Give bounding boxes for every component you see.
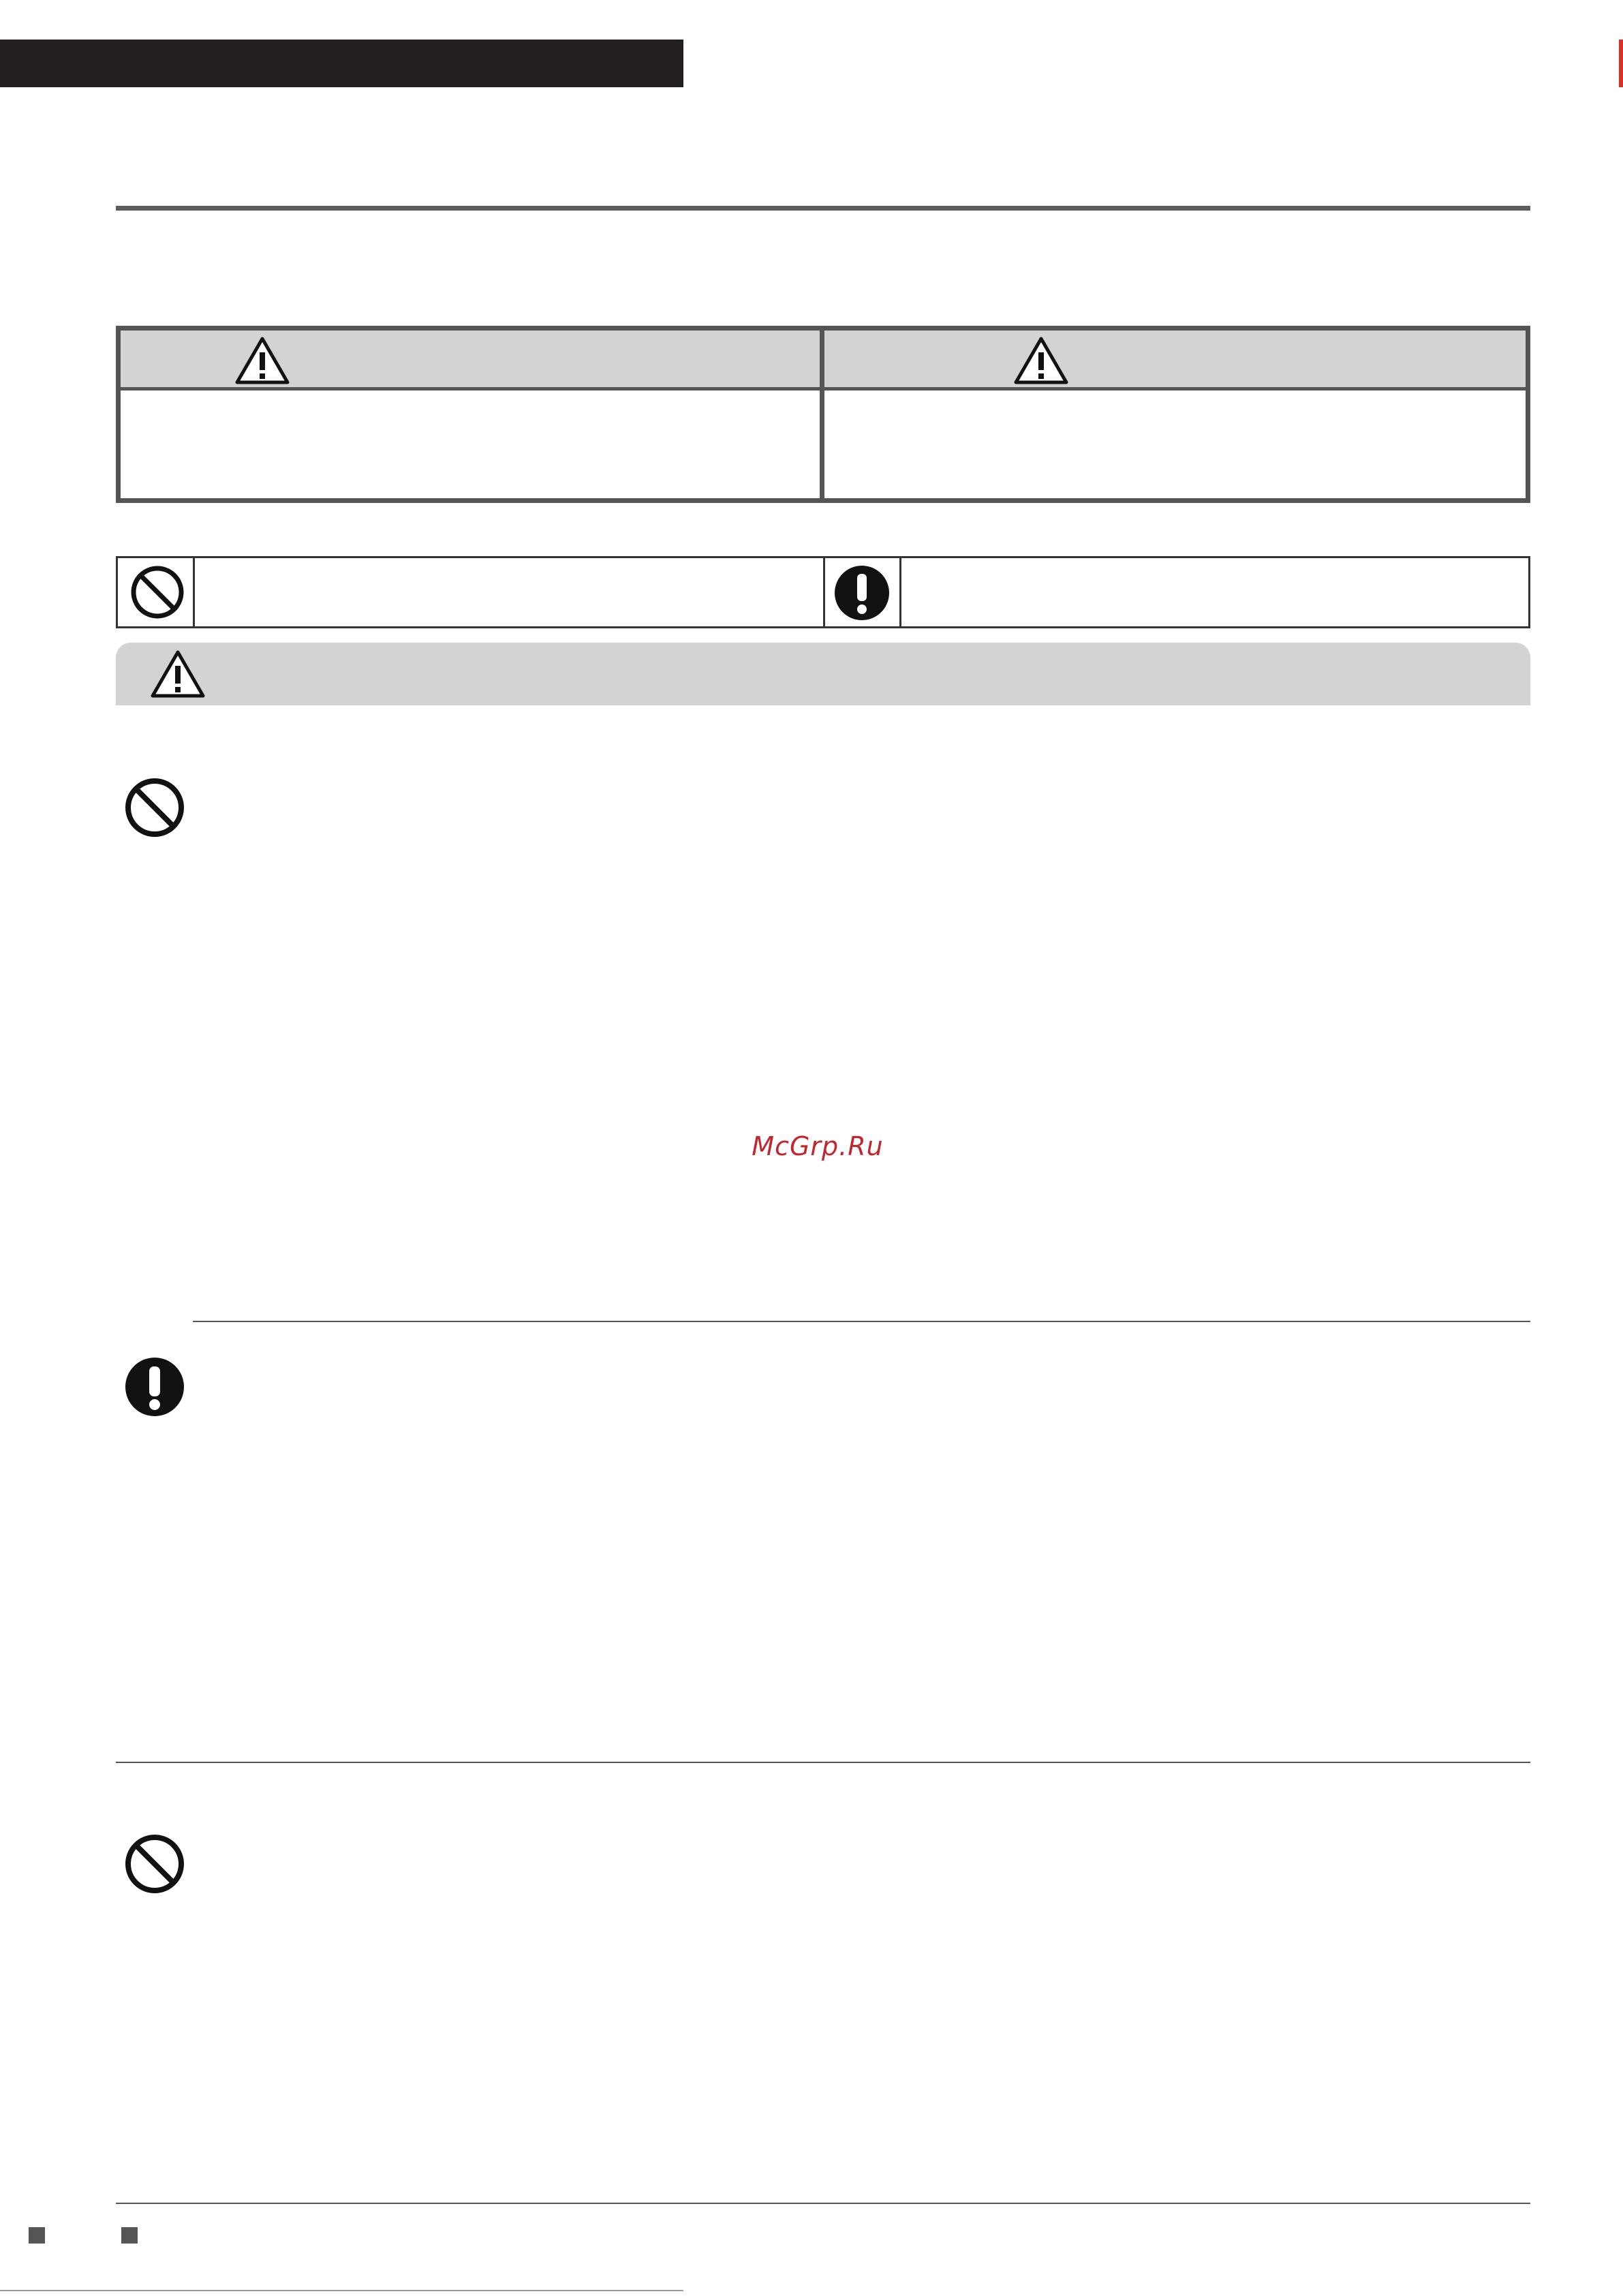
signal-word-table [116, 326, 1530, 503]
footer-square-marker [29, 2227, 45, 2244]
warning-triangle-icon [1013, 336, 1069, 385]
footer-rule [116, 2203, 1530, 2204]
watermark-text: McGrp.Ru [752, 1131, 884, 1161]
signal-word-column-divider [820, 331, 824, 498]
legend-divider [823, 558, 825, 626]
prohibited-icon [124, 777, 185, 838]
caution-heading-band [116, 643, 1530, 705]
legend-divider [193, 558, 195, 626]
title-rule [116, 206, 1530, 211]
symbol-legend-row [116, 556, 1530, 628]
warning-triangle-icon [150, 649, 206, 699]
page-edge-mark [1619, 40, 1623, 87]
legend-divider [899, 558, 901, 626]
mandatory-exclamation-icon [833, 564, 891, 622]
bottom-edge-line [0, 2290, 683, 2291]
prohibited-icon [124, 1833, 185, 1895]
section-divider [193, 1321, 1530, 1322]
section-divider [116, 1762, 1530, 1763]
mandatory-exclamation-icon [124, 1356, 185, 1418]
header-bar [0, 40, 683, 87]
footer-square-marker [121, 2227, 138, 2244]
warning-triangle-icon [234, 336, 290, 385]
prohibited-icon [129, 564, 185, 620]
